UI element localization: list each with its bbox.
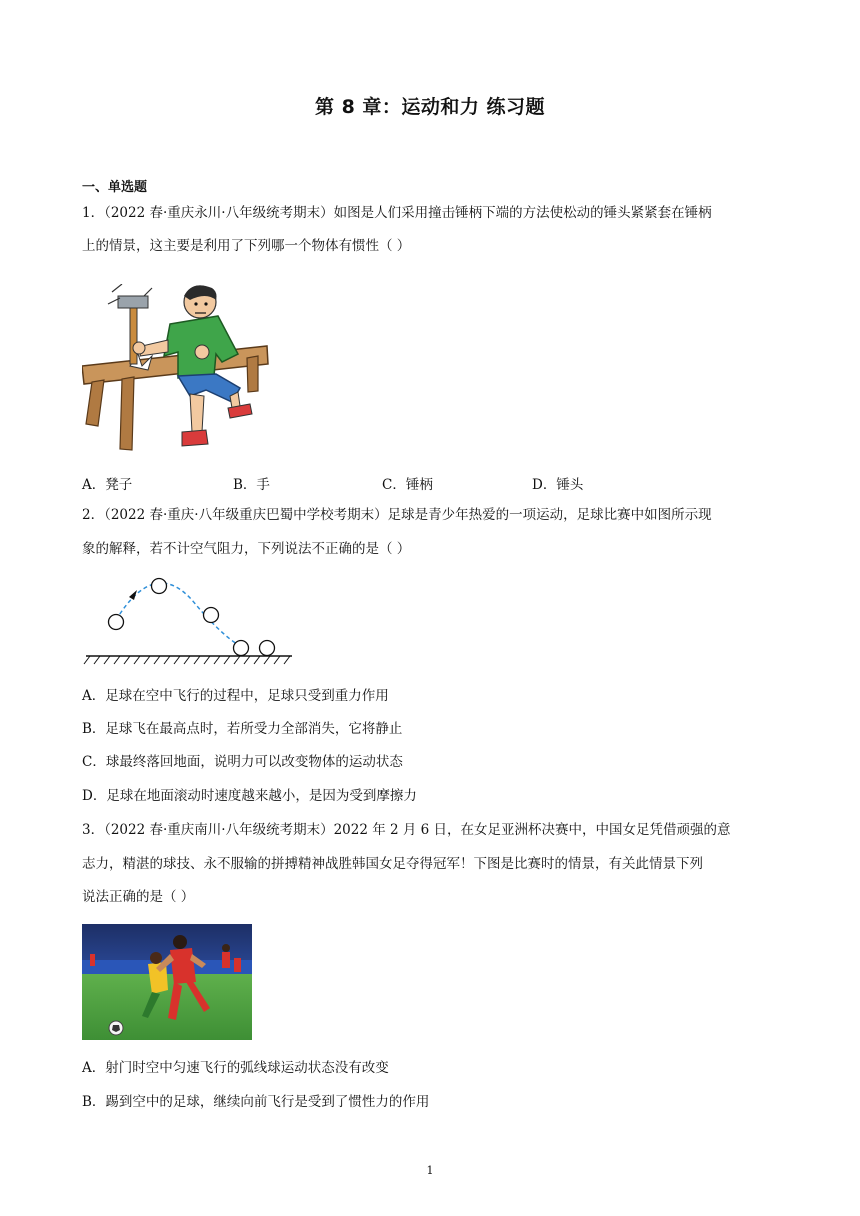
hammer-bench-illustration [82, 284, 270, 454]
section-heading: 一、单选题 [82, 180, 148, 195]
q2-option-d[interactable]: D．足球在地面滚动时速度越来越小，是因为受到摩擦力 [82, 788, 417, 804]
q1-option-b[interactable]: B．手 [233, 477, 270, 493]
q2-option-b[interactable]: B．足球飞在最高点时，若所受力全部消失，它将静止 [82, 721, 403, 737]
q1-option-d[interactable]: D．锤头 [532, 477, 584, 493]
q3-text-line-3: 说法正确的是（ ） [82, 889, 195, 905]
page-number: 1 [426, 1164, 434, 1177]
q3-text-line-2: 志力，精湛的球技、永不服输的拼搏精神战胜韩国女足夺得冠军！下图是比赛时的情景，有关此情景下列 [82, 856, 703, 872]
q2-text-line-2: 象的解释，若不计空气阻力，下列说法不正确的是（ ） [82, 541, 411, 557]
q2-option-c[interactable]: C．球最终落回地面，说明力可以改变物体的运动状态 [82, 754, 403, 770]
q2-option-a[interactable]: A．足球在空中飞行的过程中，足球只受到重力作用 [82, 688, 389, 704]
q1-text-line-1: 1．（2022 春·重庆永川·八年级统考期末）如图是人们采用撞击锤柄下端的方法使松动的锤头紧紧套在锤柄 [82, 205, 712, 221]
q1-text-line-2: 上的情景，这主要是利用了下列哪一个物体有惯性（ ） [82, 238, 411, 254]
q3-option-a[interactable]: A．射门时空中匀速飞行的弧线球运动状态没有改变 [82, 1060, 389, 1076]
q1-option-a[interactable]: A．凳子 [82, 477, 133, 493]
football-trajectory-diagram [82, 574, 294, 670]
q3-option-b[interactable]: B．踢到空中的足球，继续向前飞行是受到了惯性力的作用 [82, 1094, 430, 1110]
football-match-photo [82, 924, 252, 1040]
q2-text-line-1: 2．（2022 春·重庆·八年级重庆巴蜀中学校考期末）足球是青少年热爱的一项运动，足球比赛中如图所示现 [82, 507, 712, 523]
q3-text-line-1: 3．（2022 春·重庆南川·八年级统考期末）2022 年 2 月 6 日，在女足亚洲杯决赛中，中国女足凭借顽强的意 [82, 822, 731, 838]
page-title: 第 8 章：运动和力 练习题 [314, 96, 546, 118]
q1-option-c[interactable]: C．锤柄 [382, 477, 433, 493]
